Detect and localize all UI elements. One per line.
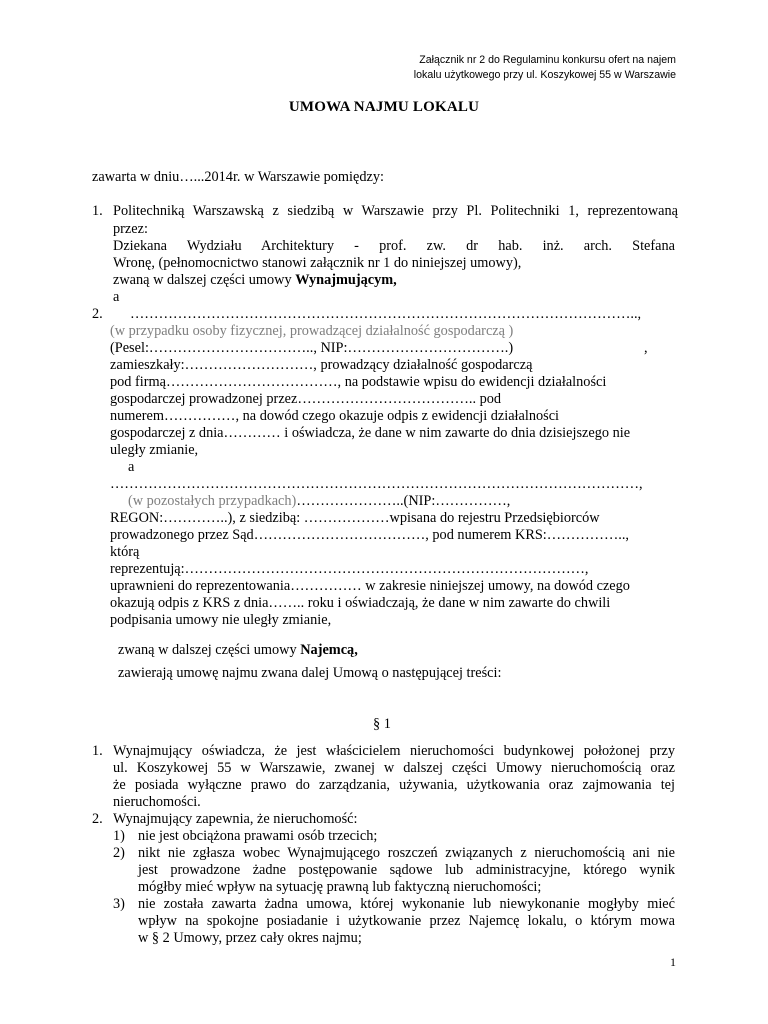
party2-line-8: numerem……………, na dowód czego okazuje odpis z ewidencji działalności [110,408,560,424]
s1-p2-item2-line-1: nikt nie zgłasza wobec Wynajmującego roszczeń związanych z nieruchomością ani nie [138,845,675,861]
party2-line-15: prowadzonego przez Sąd………………………………, pod numerem KRS:…………….., [110,527,629,543]
s1-p2-item3-line-2: wpływ na spokojne posiadanie i użytkowanie przez Najemcę lokalu, o którym mowa [138,913,675,929]
s1-p2-item3-line-1: nie została zawarta żadna umowa, której wykonanie lub niewykonanie mogłyby mieć [138,896,675,912]
party2-line-19: okazują odpis z KRS z dnia…….. roku i oświadczają, że dane w nim zawarte do chwili [110,595,611,611]
party2-and: a [128,459,135,475]
party1-number: 1. [92,203,103,219]
party2-comma: , [644,340,648,356]
party1-line-2: przez: [113,221,148,237]
page-number: 1 [670,955,676,969]
party2-line-5: zamieszkały:………………………, prowadzący działalność gospodarczą [110,357,533,373]
party1-role: Wynajmującym, [295,272,397,288]
s1-p1-line-3: że posiada wyłączne prawo do zarządzania, używania, użytkowania oraz zajmowania tej [113,777,675,793]
s1-p2-item2-line-3: mógłby mieć wpływ na sytuację prawną lub faktyczną nieruchomości; [138,879,542,895]
party2-line-18: uprawnieni do reprezentowania…………… w zakresie niniejszej umowy, na dowód czego [110,578,630,594]
party2-line-12: …………………………………………………………………………………………………, [110,476,643,492]
tenant-role-line [118,641,358,659]
party1-line-3: Dziekana Wydziału Architektury - prof. zw. dr hab. inż. arch. Stefana [113,238,675,254]
s1-p2-item1-number: 1) [113,828,125,844]
attachment-note-line-2: lokalu użytkowego przy ul. Koszykowej 55 w Warszawie [413,69,676,81]
party2-line-14: REGON:…………..), z siedzibą: ………………wpisana do rejestru Przedsiębiorców [110,510,600,526]
tenant-role-prefix: zwaną w dalszej części umowy [118,642,301,658]
party2-line-16: którą [110,544,140,560]
party1-line-5 [113,271,397,289]
party2-line-20: podpisania umowy nie uległy zmianie, [110,612,332,628]
party1-line-4: Wronę, (pełnomocnictwo stanowi załącznik nr 1 do niniejszej umowy), [113,255,522,271]
party1-role-prefix: zwaną w dalszej części umowy [113,272,296,288]
party2-line-1: …………………………………………………………………………………………….., [130,306,642,322]
s1-p2-line-1: Wynajmujący zapewnia, że nieruchomość: [113,811,358,827]
conclusion-line: zawierają umowę najmu zwana dalej Umową o następującej treści: [118,665,502,681]
party2-line-10: uległy zmianie, [110,442,199,458]
party2-line-3: (Pesel:…………………………….., NIP:…………………………….) [110,340,514,356]
party2-individual-note: (w przypadku osoby fizycznej, prowadzącej działalność gospodarczą ) [110,323,514,339]
s1-p2-item2-number: 2) [113,845,125,861]
s1-p2-item1-text: nie jest obciążona prawami osób trzecich; [138,828,378,844]
party2-line-6: pod firmą………………………………, na podstawie wpisu do ewidencji działalności [110,374,607,390]
party2-other-cases-note: (w pozostałych przypadkach) [128,493,297,509]
section-heading: § 1 [373,716,391,732]
s1-p2-item3-number: 3) [113,896,125,912]
party1-line-1: Politechniką Warszawską z siedzibą w Warszawie przy Pl. Politechniki 1, reprezentowaną [113,203,678,219]
party2-nip: …………………..(NIP:……………, [296,493,511,509]
s1-p2-item2-line-2: jest prowadzone żadne postępowanie sądowe lub administracyjne, którego wynik [138,862,675,878]
s1-p1-line-2: ul. Koszykowej 55 w Warszawie, zwanej w dalszej części Umowy nieruchomością oraz [113,760,675,776]
document-title: UMOWA NAJMU LOKALU [288,99,480,115]
attachment-note-line-1: Załącznik nr 2 do Regulaminu konkursu ofert na najem [419,54,676,66]
s1-p2-number: 2. [92,811,103,827]
s1-p1-line-1: Wynajmujący oświadcza, że jest właścicielem nieruchomości budynkowej położonej przy [113,743,675,759]
party1-and: a [113,289,120,305]
attachment-note [414,53,676,83]
intro-line: zawarta w dniu…...2014r. w Warszawie pomiędzy: [92,169,384,185]
party2-number: 2. [92,306,103,322]
party2-line-9: gospodarczej z dnia………… i oświadcza, że dane w nim zawarte do dnia dzisiejszego nie [110,425,631,441]
s1-p1-number: 1. [92,743,103,759]
party2-line-17: reprezentują:…………………………………………………………………………, [110,561,589,577]
tenant-role: Najemcą, [300,642,358,658]
party2-line-13 [128,492,510,510]
s1-p1-line-4: nieruchomości. [113,794,201,810]
party2-line-7: gospodarczej prowadzonej przez……………………………….. pod [110,391,502,407]
s1-p2-item3-line-3: w § 2 Umowy, przez cały okres najmu; [138,930,362,946]
